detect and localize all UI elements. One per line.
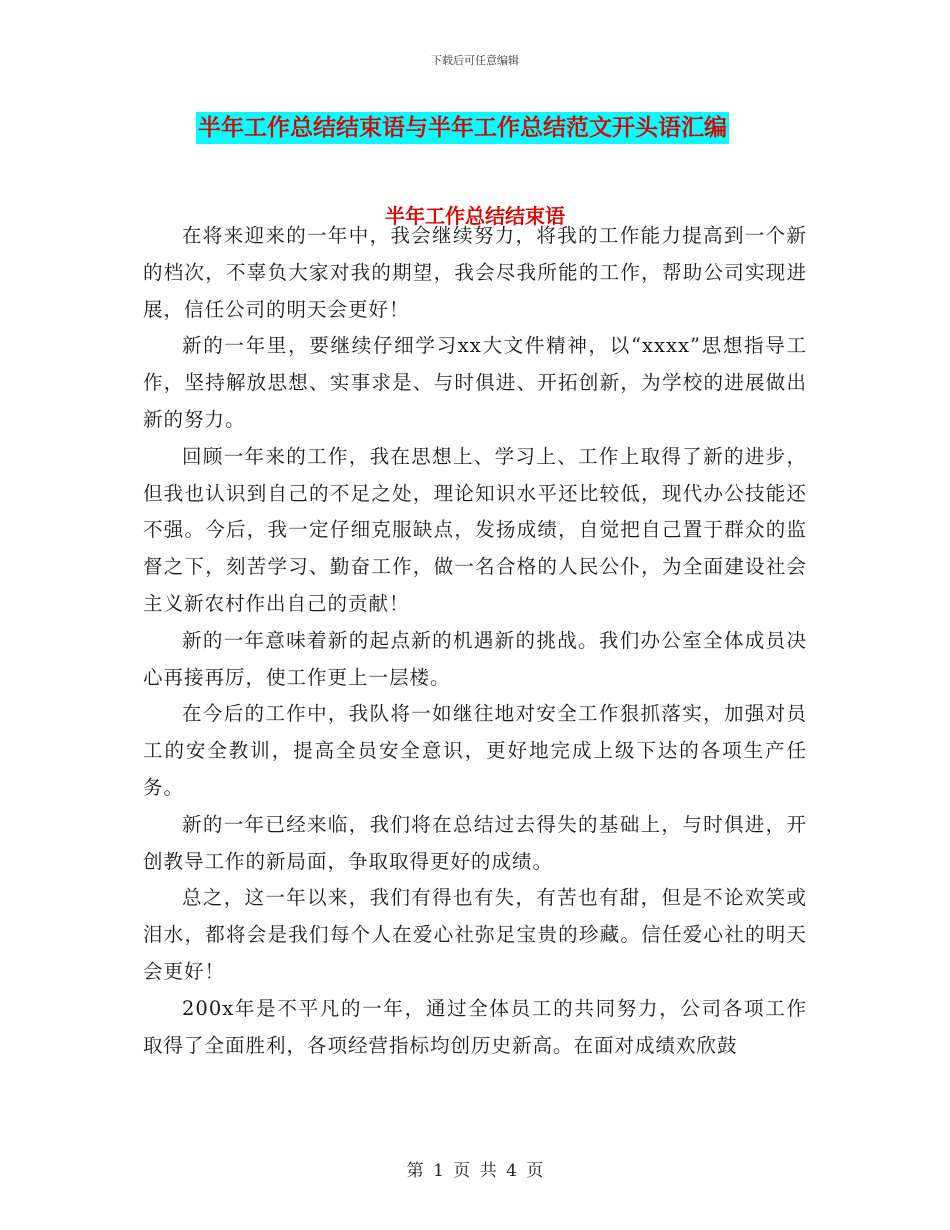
- paragraph-3: 回顾一年来的工作，我在思想上、学习上、工作上取得了新的进步，但我也认识到自己的不足之处，理论知识水平还比较低，现代办公技能还不强。今后，我一定仔细克服缺点，发扬成绩，自觉把自己置于群众的监督之下，刻苦学习、勤奋工作，做一名合格的人民公仆，为全面建设社会主义新农村作出自己的贡献！: [143, 444, 807, 615]
- paragraph-5: 在今后的工作中，我队将一如继往地对安全工作狠抓落实，加强对员工的安全教训，提高全员安全意识，更好地完成上级下达的各项生产任务。: [143, 702, 807, 799]
- paragraph-1: 在将来迎来的一年中，我会继续努力，将我的工作能力提高到一个新的档次，不辜负大家对我的期望，我会尽我所能的工作，帮助公司实现进展，信任公司的明天会更好！: [143, 224, 807, 321]
- header-note: 下载后可任意编辑: [431, 54, 519, 67]
- paragraph-7: 总之，这一年以来，我们有得也有失，有苦也有甜，但是不论欢笑或泪水，都将会是我们每个人在爱心社弥足宝贵的珍藏。信任爱心社的明天会更好！: [143, 886, 807, 983]
- body-text: [143, 218, 807, 1064]
- document-title: 半年工作总结结束语与半年工作总结范文开头语汇编: [196, 112, 729, 144]
- paragraph-8: 200x年是不平凡的一年，通过全体员工的共同努力，公司各项工作取得了全面胜利，各项经营指标均创历史新高。在面对成绩欢欣鼓: [143, 996, 807, 1057]
- paragraph-6: 新的一年已经来临，我们将在总结过去得失的基础上，与时俱进，开创教导工作的新局面，争取取得更好的成绩。: [143, 812, 807, 873]
- paragraph-4: 新的一年意味着新的起点新的机遇新的挑战。我们办公室全体成员决心再接再厉，使工作更上一层楼。: [143, 628, 807, 689]
- page-number: 第 1 页 共 4 页: [406, 1161, 544, 1181]
- paragraph-2: 新的一年里，要继续仔细学习xx大文件精神，以“xxxx”思想指导工作，坚持解放思想、实事求是、与时俱进、开拓创新，为学校的进展做出新的努力。: [143, 334, 807, 431]
- section-title: 半年工作总结结束语: [385, 204, 565, 228]
